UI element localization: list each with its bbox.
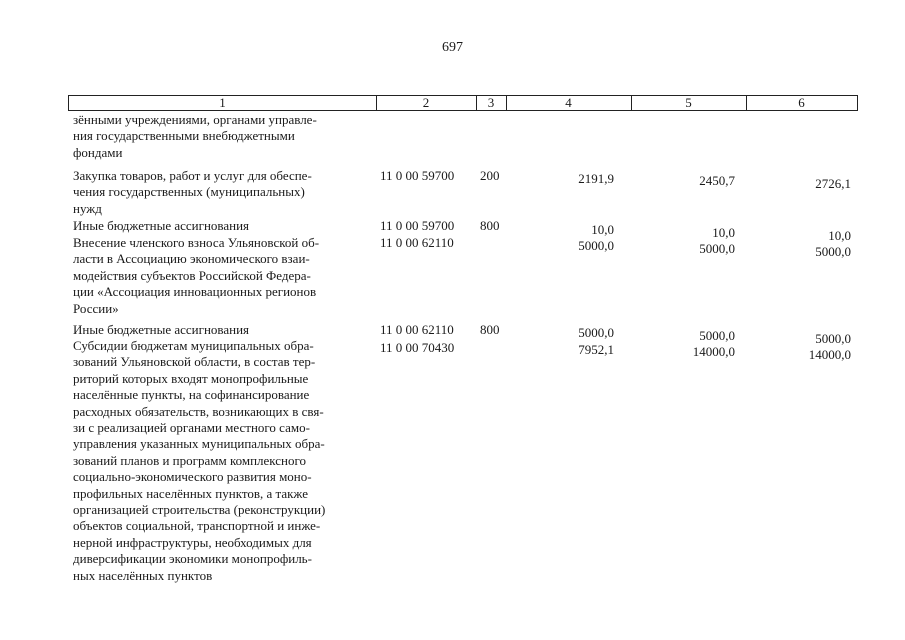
csr-code: 11 0 00 62110 xyxy=(380,235,454,250)
header-col-2: 2 xyxy=(376,96,477,110)
table-row-desc xyxy=(73,218,371,234)
desc-line: нужд xyxy=(73,200,102,216)
csr-code: 11 0 00 59700 xyxy=(380,218,455,233)
value-col-6: 5000,0 xyxy=(815,331,851,346)
desc-line: ции «Ассоциация инновационных регионов xyxy=(73,284,317,300)
value-col-4: 2191,9 xyxy=(578,171,614,186)
desc-line: объектов социальной, транспортной и инже- xyxy=(73,518,321,534)
desc-line: социально-экономического развития моно- xyxy=(73,469,312,485)
desc-line: диверсификации экономики монопрофиль- xyxy=(73,551,312,567)
value-col-6: 2726,1 xyxy=(815,176,851,191)
table-row-desc xyxy=(73,322,371,338)
table-header xyxy=(68,95,858,111)
table-row-desc xyxy=(73,168,371,217)
vr-code: 800 xyxy=(480,218,500,233)
value-col-4: 7952,1 xyxy=(578,342,614,357)
desc-line: нерной инфраструктуры, необходимых для xyxy=(73,534,312,550)
desc-line: зи с реализацией органами местного само- xyxy=(73,420,310,436)
desc-line: Иные бюджетные ассигнования xyxy=(73,218,250,233)
value-col-5: 14000,0 xyxy=(692,344,735,359)
desc-line: Субсидии бюджетам муниципальных обра- xyxy=(73,338,314,353)
table-row-desc xyxy=(73,338,371,584)
value-col-6: 10,0 xyxy=(828,228,851,243)
value-col-6: 5000,0 xyxy=(815,244,851,259)
desc-line: Закупка товаров, работ и услуг для обеспе- xyxy=(73,168,312,183)
value-col-6: 14000,0 xyxy=(808,347,851,362)
header-col-4: 4 xyxy=(506,96,632,110)
desc-line: модействия субъектов Российской Федера- xyxy=(73,267,311,283)
desc-line: расходных обязательств, возникающих в свя- xyxy=(73,403,324,419)
vr-code: 800 xyxy=(480,322,500,337)
desc-line: ных населённых пунктов xyxy=(73,567,213,583)
value-col-5: 5000,0 xyxy=(699,241,735,256)
table-row-desc xyxy=(73,112,371,161)
page-number: 697 xyxy=(442,40,463,55)
header-col-3: 3 xyxy=(476,96,507,110)
header-col-5: 5 xyxy=(631,96,747,110)
value-col-4: 10,0 xyxy=(591,222,614,237)
value-col-4: 5000,0 xyxy=(578,238,614,253)
csr-code: 11 0 00 59700 xyxy=(380,168,455,183)
desc-line: организацией строительства (реконструкции) xyxy=(73,502,326,518)
desc-line: России» xyxy=(73,300,119,316)
desc-line: зований планов и программ комплексного xyxy=(73,452,307,468)
desc-line: Внесение членского взноса Ульяновской об- xyxy=(73,235,320,250)
desc-line: зёнными учреждениями, органами управле- xyxy=(73,112,317,127)
value-col-4: 5000,0 xyxy=(578,325,614,340)
csr-code: 11 0 00 62110 xyxy=(380,322,454,337)
desc-line: зований Ульяновской области, в состав тер- xyxy=(73,354,316,370)
desc-line: профильных населённых пунктов, а также xyxy=(73,485,309,501)
desc-line: управления указанных муниципальных обра- xyxy=(73,436,325,452)
value-col-5: 10,0 xyxy=(712,225,735,240)
table-row-desc xyxy=(73,235,371,317)
value-col-5: 2450,7 xyxy=(699,173,735,188)
desc-line: населённые пункты, на софинансирование xyxy=(73,387,310,403)
desc-line: ласти в Ассоциацию экономического взаи- xyxy=(73,251,310,267)
desc-line: риторий которых входят монопрофильные xyxy=(73,370,309,386)
header-col-6: 6 xyxy=(798,95,805,110)
desc-line: ния государственными внебюджетными xyxy=(73,128,295,144)
csr-code: 11 0 00 70430 xyxy=(380,340,455,355)
value-col-5: 5000,0 xyxy=(699,328,735,343)
header-col-1: 1 xyxy=(69,96,377,110)
desc-line: фондами xyxy=(73,144,123,160)
vr-code: 200 xyxy=(480,168,500,183)
desc-line: чения государственных (муниципальных) xyxy=(73,184,305,200)
desc-line: Иные бюджетные ассигнования xyxy=(73,322,250,337)
